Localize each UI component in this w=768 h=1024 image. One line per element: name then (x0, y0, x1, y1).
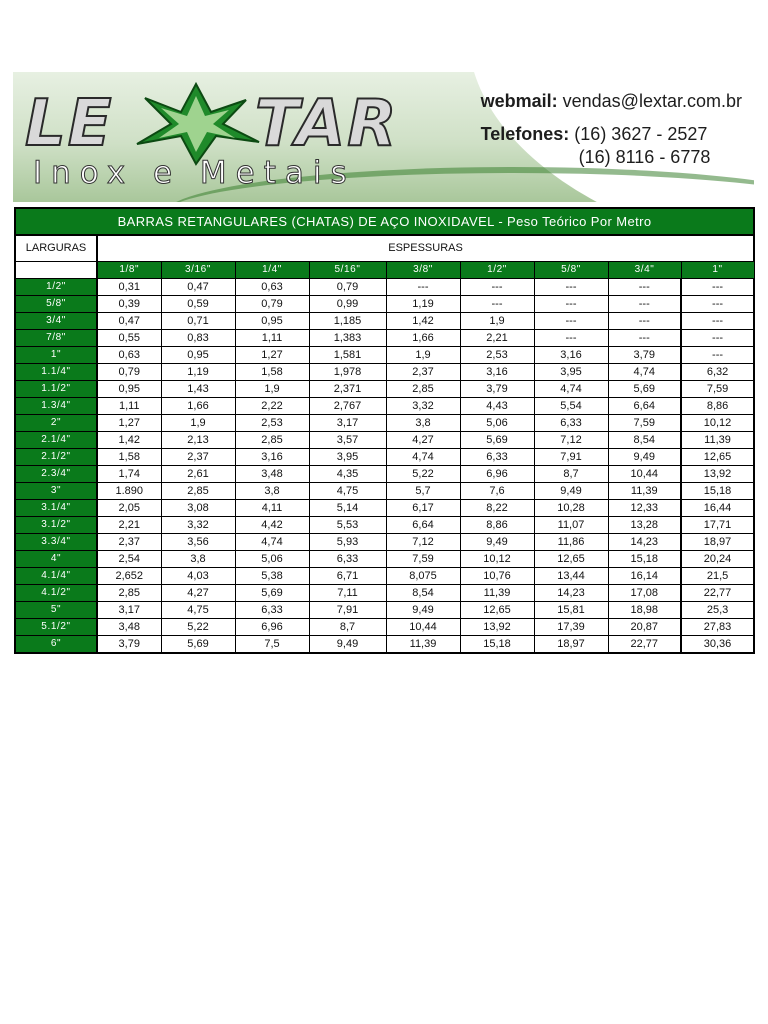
row-label: 1/2" (15, 279, 97, 296)
table-cell: 6,96 (460, 466, 534, 483)
table-cell: 7,5 (235, 636, 309, 654)
table-cell: 12,65 (534, 551, 608, 568)
table-cell: 10,12 (460, 551, 534, 568)
webmail-line (481, 90, 742, 113)
table-cell: 25,3 (681, 602, 754, 619)
table-cell: 1,43 (161, 381, 235, 398)
table-cell: 1.890 (97, 483, 161, 500)
table-cell: 15,18 (681, 483, 754, 500)
table-cell: 12,33 (608, 500, 681, 517)
table-cell: 13,92 (681, 466, 754, 483)
table-cell: 1,58 (97, 449, 161, 466)
table-cell: 7,91 (309, 602, 386, 619)
row-label: 2.1/2" (15, 449, 97, 466)
table-cell: 0,55 (97, 330, 161, 347)
table-cell: 1,11 (97, 398, 161, 415)
table-cell: 11,39 (608, 483, 681, 500)
table-cell: 30,36 (681, 636, 754, 654)
table-cell: 1,185 (309, 313, 386, 330)
table-cell: 1,42 (97, 432, 161, 449)
row-label: 4" (15, 551, 97, 568)
table-row (15, 500, 754, 517)
row-label: 6" (15, 636, 97, 654)
table-cell: 2,53 (235, 415, 309, 432)
table-cell: 2,37 (97, 534, 161, 551)
table-cell: 2,652 (97, 568, 161, 585)
table-cell: 2,61 (161, 466, 235, 483)
table-cell: 5,53 (309, 517, 386, 534)
table-cell: 3,8 (386, 415, 460, 432)
table-cell: 2,21 (97, 517, 161, 534)
table-cell: 18,97 (681, 534, 754, 551)
table-cell: 7,59 (386, 551, 460, 568)
table-cell: 9,49 (460, 534, 534, 551)
webmail-label: webmail: (480, 91, 558, 111)
table-cell: 0,79 (97, 364, 161, 381)
table-cell: 3,16 (534, 347, 608, 364)
blank-header-cell (15, 262, 97, 279)
logo-subtitle: Inox e Metais (33, 155, 356, 191)
table-cell: 6,32 (681, 364, 754, 381)
table-row (15, 517, 754, 534)
table-cell: 2,85 (161, 483, 235, 500)
table-cell: 0,99 (309, 296, 386, 313)
table-row (15, 347, 754, 364)
table-cell: --- (681, 330, 754, 347)
table-cell: 2,53 (460, 347, 534, 364)
weight-table-container (14, 207, 753, 654)
table-cell: 0,71 (161, 313, 235, 330)
phone-1: (16) 3627 - 2527 (574, 124, 708, 144)
table-cell: 0,95 (235, 313, 309, 330)
table-cell: 1,581 (309, 347, 386, 364)
table-cell: 4,27 (386, 432, 460, 449)
row-label: 1" (15, 347, 97, 364)
column-header: 1/8" (97, 262, 161, 279)
table-cell: 6,71 (309, 568, 386, 585)
table-cell: --- (460, 296, 534, 313)
table-cell: 10,76 (460, 568, 534, 585)
table-cell: --- (681, 279, 754, 296)
table-cell: 4,35 (309, 466, 386, 483)
table-row (15, 415, 754, 432)
table-cell: 7,59 (608, 415, 681, 432)
table-cell: 3,79 (97, 636, 161, 654)
table-cell: --- (460, 279, 534, 296)
table-cell: 7,59 (681, 381, 754, 398)
table-cell: 15,18 (460, 636, 534, 654)
table-cell: 8,22 (460, 500, 534, 517)
table-cell: 3,95 (309, 449, 386, 466)
table-cell: 12,65 (681, 449, 754, 466)
table-cell: 0,79 (235, 296, 309, 313)
table-cell: 8,54 (386, 585, 460, 602)
table-cell: 13,92 (460, 619, 534, 636)
table-cell: 4,75 (161, 602, 235, 619)
table-cell: 5,22 (386, 466, 460, 483)
table-cell: 5,69 (460, 432, 534, 449)
table-cell: 9,49 (386, 602, 460, 619)
table-cell: 4,11 (235, 500, 309, 517)
table-cell: 20,24 (681, 551, 754, 568)
table-cell: 0,59 (161, 296, 235, 313)
table-cell: 1,58 (235, 364, 309, 381)
table-cell: 3,79 (608, 347, 681, 364)
table-cell: 15,81 (534, 602, 608, 619)
table-cell: 1,42 (386, 313, 460, 330)
table-cell: 1,27 (235, 347, 309, 364)
logo-wordmark-left: LE (25, 87, 114, 161)
table-cell: 20,87 (608, 619, 681, 636)
table-cell: 11,07 (534, 517, 608, 534)
table-row (15, 398, 754, 415)
column-header: 5/16" (309, 262, 386, 279)
table-cell: 3,57 (309, 432, 386, 449)
table-cell: 3,32 (161, 517, 235, 534)
phone-2: (16) 8116 - 6778 (578, 147, 711, 167)
table-cell: 5,14 (309, 500, 386, 517)
table-cell: 6,33 (534, 415, 608, 432)
table-row (15, 466, 754, 483)
table-cell: 14,23 (534, 585, 608, 602)
table-cell: 4,03 (161, 568, 235, 585)
table-cell: 1,19 (386, 296, 460, 313)
table-cell: 1,11 (235, 330, 309, 347)
table-cell: 11,39 (681, 432, 754, 449)
table-cell: --- (608, 296, 681, 313)
row-label: 5/8" (15, 296, 97, 313)
table-cell: 4,27 (161, 585, 235, 602)
table-cell: 3,08 (161, 500, 235, 517)
table-cell: 4,74 (534, 381, 608, 398)
table-row (15, 313, 754, 330)
row-label: 5" (15, 602, 97, 619)
table-cell: 8,86 (460, 517, 534, 534)
table-cell: --- (681, 313, 754, 330)
table-cell: --- (681, 296, 754, 313)
table-cell: 17,39 (534, 619, 608, 636)
table-cell: 0,83 (161, 330, 235, 347)
table-cell: 7,6 (460, 483, 534, 500)
table-cell: 3,17 (97, 602, 161, 619)
column-header: 3/8" (386, 262, 460, 279)
column-header: 5/8" (534, 262, 608, 279)
table-cell: 10,44 (608, 466, 681, 483)
table-cell: --- (534, 279, 608, 296)
table-cell: 22,77 (608, 636, 681, 654)
table-cell: 1,978 (309, 364, 386, 381)
table-cell: 11,39 (386, 636, 460, 654)
table-cell: 6,33 (235, 602, 309, 619)
table-title: BARRAS RETANGULARES (CHATAS) DE AÇO INOXIDAVEL - Peso Teórico Por Metro (15, 208, 754, 235)
webmail-value[interactable]: vendas@lextar.com.br (562, 91, 742, 111)
table-cell: 7,12 (386, 534, 460, 551)
table-cell: --- (608, 330, 681, 347)
table-cell: 7,12 (534, 432, 608, 449)
table-cell: 0,47 (161, 279, 235, 296)
table-cell: 6,33 (460, 449, 534, 466)
table-cell: --- (534, 313, 608, 330)
table-cell: 1,66 (386, 330, 460, 347)
table-cell: 8,7 (309, 619, 386, 636)
table-cell: 2,85 (386, 381, 460, 398)
table-cell: 6,33 (309, 551, 386, 568)
table-cell: 11,86 (534, 534, 608, 551)
table-cell: 3,8 (161, 551, 235, 568)
row-label: 3.3/4" (15, 534, 97, 551)
table-cell: 22,77 (681, 585, 754, 602)
table-cell: 2,13 (161, 432, 235, 449)
table-cell: 5,69 (161, 636, 235, 654)
table-cell: 10,12 (681, 415, 754, 432)
table-cell: 1,9 (460, 313, 534, 330)
column-header: 1/2" (460, 262, 534, 279)
table-cell: 6,96 (235, 619, 309, 636)
column-header: 1" (681, 262, 754, 279)
row-header-larguras: LARGURAS (15, 235, 97, 262)
table-cell: 8,075 (386, 568, 460, 585)
table-cell: 5,69 (235, 585, 309, 602)
row-label: 3.1/2" (15, 517, 97, 534)
table-cell: 6,64 (608, 398, 681, 415)
table-cell: 3,17 (309, 415, 386, 432)
table-cell: 1,9 (386, 347, 460, 364)
table-cell: --- (608, 313, 681, 330)
table-cell: 3,16 (460, 364, 534, 381)
table-cell: 14,23 (608, 534, 681, 551)
row-label: 2.3/4" (15, 466, 97, 483)
table-cell: 1,9 (161, 415, 235, 432)
table-cell: 2,37 (386, 364, 460, 381)
logo-star-icon (131, 82, 261, 166)
row-label: 1.1/2" (15, 381, 97, 398)
phones-label: Telefones: (480, 124, 570, 144)
table-cell: 2,85 (235, 432, 309, 449)
table-cell: 1,74 (97, 466, 161, 483)
row-label: 1.1/4" (15, 364, 97, 381)
table-cell: 0,63 (97, 347, 161, 364)
table-cell: 4,43 (460, 398, 534, 415)
table-cell: 0,39 (97, 296, 161, 313)
table-cell: 5,93 (309, 534, 386, 551)
table-row (15, 296, 754, 313)
row-label: 3/4" (15, 313, 97, 330)
table-row (15, 483, 754, 500)
table-row (15, 551, 754, 568)
table-cell: 4,74 (386, 449, 460, 466)
contact-info (481, 90, 742, 169)
row-label: 5.1/2" (15, 619, 97, 636)
table-cell: 5,06 (235, 551, 309, 568)
table-cell: 0,79 (309, 279, 386, 296)
row-label: 1.3/4" (15, 398, 97, 415)
table-cell: 3,56 (161, 534, 235, 551)
table-cell: 2,21 (460, 330, 534, 347)
table-cell: 15,18 (608, 551, 681, 568)
column-header: 3/16" (161, 262, 235, 279)
table-row (15, 585, 754, 602)
row-label: 4.1/4" (15, 568, 97, 585)
row-label: 2.1/4" (15, 432, 97, 449)
table-cell: 1,27 (97, 415, 161, 432)
table-row (15, 432, 754, 449)
table-cell: 10,28 (534, 500, 608, 517)
table-cell: 2,371 (309, 381, 386, 398)
table-row (15, 636, 754, 654)
table-cell: 8,54 (608, 432, 681, 449)
table-cell: 3,48 (235, 466, 309, 483)
column-header: 1/4" (235, 262, 309, 279)
table-cell: 1,66 (161, 398, 235, 415)
table-cell: 9,49 (309, 636, 386, 654)
table-row (15, 381, 754, 398)
company-logo (19, 80, 419, 200)
table-cell: 9,49 (608, 449, 681, 466)
table-cell: 3,48 (97, 619, 161, 636)
table-cell: --- (534, 330, 608, 347)
table-cell: 2,37 (161, 449, 235, 466)
table-cell: 16,14 (608, 568, 681, 585)
table-cell: 5,22 (161, 619, 235, 636)
table-cell: 2,05 (97, 500, 161, 517)
header-banner (13, 72, 754, 202)
table-cell: 0,31 (97, 279, 161, 296)
phone-line-2 (481, 146, 742, 169)
table-cell: 3,8 (235, 483, 309, 500)
table-cell: 1,19 (161, 364, 235, 381)
column-header: 3/4" (608, 262, 681, 279)
table-cell: 16,44 (681, 500, 754, 517)
table-cell: --- (608, 279, 681, 296)
table-cell: 6,17 (386, 500, 460, 517)
table-cell: 11,39 (460, 585, 534, 602)
table-cell: --- (534, 296, 608, 313)
table-cell: 3,16 (235, 449, 309, 466)
table-cell: 3,32 (386, 398, 460, 415)
table-body (15, 208, 754, 653)
table-cell: 4,74 (608, 364, 681, 381)
table-cell: 21,5 (681, 568, 754, 585)
table-cell: 3,79 (460, 381, 534, 398)
table-row (15, 568, 754, 585)
column-header-row (15, 262, 754, 279)
table-cell: 6,64 (386, 517, 460, 534)
table-cell: 0,63 (235, 279, 309, 296)
table-cell: 5,69 (608, 381, 681, 398)
table-cell: 0,95 (161, 347, 235, 364)
phone-line-1 (481, 123, 742, 146)
table-cell: 4,74 (235, 534, 309, 551)
table-cell: --- (681, 347, 754, 364)
table-cell: 5,7 (386, 483, 460, 500)
table-cell: 1,383 (309, 330, 386, 347)
table-cell: 27,83 (681, 619, 754, 636)
row-label: 4.1/2" (15, 585, 97, 602)
table-cell: 18,98 (608, 602, 681, 619)
table-cell: --- (386, 279, 460, 296)
table-cell: 9,49 (534, 483, 608, 500)
table-cell: 0,95 (97, 381, 161, 398)
col-group-header-espessuras: ESPESSURAS (97, 235, 754, 262)
row-label: 2" (15, 415, 97, 432)
table-cell: 17,08 (608, 585, 681, 602)
weight-table (14, 207, 755, 654)
table-row (15, 364, 754, 381)
logo-wordmark-right: TAR (255, 87, 399, 161)
table-row (15, 534, 754, 551)
row-label: 7/8" (15, 330, 97, 347)
row-label: 3.1/4" (15, 500, 97, 517)
table-cell: 0,47 (97, 313, 161, 330)
table-row (15, 619, 754, 636)
table-cell: 10,44 (386, 619, 460, 636)
table-cell: 3,95 (534, 364, 608, 381)
table-cell: 12,65 (460, 602, 534, 619)
table-cell: 5,54 (534, 398, 608, 415)
table-cell: 1,9 (235, 381, 309, 398)
table-cell: 7,91 (534, 449, 608, 466)
table-row (15, 449, 754, 466)
table-cell: 8,86 (681, 398, 754, 415)
table-cell: 2,85 (97, 585, 161, 602)
table-cell: 5,06 (460, 415, 534, 432)
table-cell: 18,97 (534, 636, 608, 654)
table-row (15, 279, 754, 296)
table-cell: 4,42 (235, 517, 309, 534)
table-cell: 2,767 (309, 398, 386, 415)
table-row (15, 602, 754, 619)
table-row (15, 330, 754, 347)
table-cell: 13,28 (608, 517, 681, 534)
table-cell: 7,11 (309, 585, 386, 602)
table-cell: 4,75 (309, 483, 386, 500)
table-cell: 13,44 (534, 568, 608, 585)
table-cell: 8,7 (534, 466, 608, 483)
row-label: 3" (15, 483, 97, 500)
table-cell: 17,71 (681, 517, 754, 534)
table-cell: 2,54 (97, 551, 161, 568)
table-cell: 5,38 (235, 568, 309, 585)
table-cell: 2,22 (235, 398, 309, 415)
